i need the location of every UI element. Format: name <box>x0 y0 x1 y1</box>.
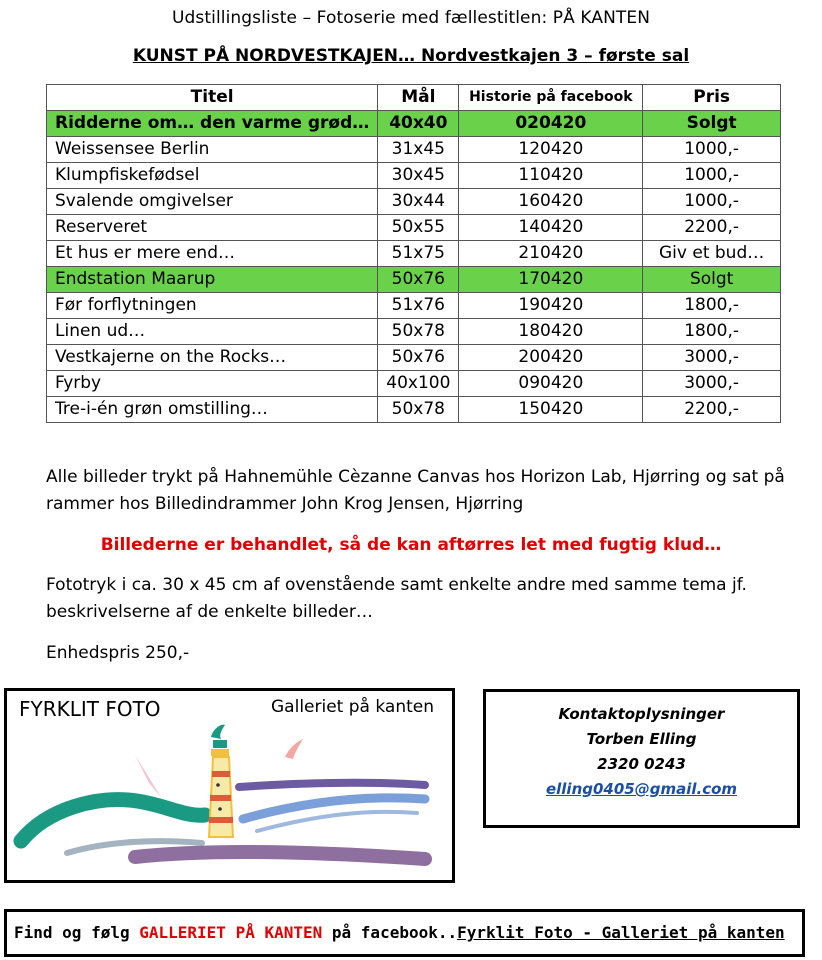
artwork-title: Reserveret <box>47 215 378 241</box>
artwork-title: Endstation Maarup <box>47 267 378 293</box>
table-header-row <box>47 85 781 111</box>
artwork-size: 40x100 <box>378 371 459 397</box>
exhibition-location-heading: KUNST PÅ NORDVESTKAJEN… Nordvestkajen 3 – første sal <box>132 46 690 66</box>
artwork-title: Tre-i-én grøn omstilling… <box>47 397 378 423</box>
table-row <box>47 345 781 371</box>
table-row <box>47 163 781 189</box>
artwork-price: 2200,- <box>643 215 781 241</box>
artwork-price: 1000,- <box>643 189 781 215</box>
photo-print-paragraph: Fototryk i ca. 30 x 45 cm af ovenstående samt enkelte andre med samme tema jf. beskrivelserne af de enkelte billeder… <box>46 575 747 622</box>
facebook-footer <box>4 909 805 957</box>
logo-brand-name: FYRKLIT FOTO <box>19 697 161 721</box>
artwork-history: 200420 <box>459 345 643 371</box>
artwork-price: 1800,- <box>643 293 781 319</box>
artwork-history: 120420 <box>459 137 643 163</box>
artwork-history: 190420 <box>459 293 643 319</box>
care-note: Billederne er behandlet, så de kan aftørres let med fugtig klud… <box>100 535 722 555</box>
artwork-history: 210420 <box>459 241 643 267</box>
table-row <box>47 215 781 241</box>
artwork-size: 40x40 <box>378 111 459 137</box>
artwork-size: 30x44 <box>378 189 459 215</box>
logo-tagline: Galleriet på kanten <box>271 697 434 717</box>
artwork-price: 3000,- <box>643 345 781 371</box>
artwork-title: Fyrby <box>47 371 378 397</box>
artwork-history: 150420 <box>459 397 643 423</box>
contact-phone: 2320 0243 <box>597 755 686 773</box>
artwork-size: 50x76 <box>378 267 459 293</box>
table-row <box>47 293 781 319</box>
table-row <box>47 371 781 397</box>
footer-prefix-text: Find og følg <box>14 923 140 942</box>
print-info-paragraph: Alle billeder trykt på Hahnemühle Cèzanne Canvas hos Horizon Lab, Hjørring og sat på rammer hos Billedindrammer John Krog Jensen, Hjørring <box>46 467 785 514</box>
gallery-logo-box <box>4 688 455 883</box>
artwork-price: 1800,- <box>643 319 781 345</box>
artwork-price: 1000,- <box>643 163 781 189</box>
artwork-title: Svalende omgivelser <box>47 189 378 215</box>
artwork-history: 020420 <box>459 111 643 137</box>
contact-box <box>483 689 800 828</box>
artwork-price: 2200,- <box>643 397 781 423</box>
artwork-history: 110420 <box>459 163 643 189</box>
artwork-size: 51x76 <box>378 293 459 319</box>
artwork-size: 51x75 <box>378 241 459 267</box>
artwork-price: 3000,- <box>643 371 781 397</box>
column-header-title: Titel <box>47 85 378 111</box>
table-row <box>47 397 781 423</box>
artwork-price: Solgt <box>643 267 781 293</box>
artwork-history: 140420 <box>459 215 643 241</box>
artwork-title: Vestkajerne on the Rocks… <box>47 345 378 371</box>
artwork-title: Weissensee Berlin <box>47 137 378 163</box>
artwork-price: Giv et bud… <box>643 241 781 267</box>
artwork-history: 160420 <box>459 189 643 215</box>
contact-person: Torben Elling <box>586 730 697 748</box>
artwork-history: 180420 <box>459 319 643 345</box>
artwork-size: 50x76 <box>378 345 459 371</box>
artwork-size: 50x78 <box>378 319 459 345</box>
table-row <box>47 267 781 293</box>
artwork-price: Solgt <box>643 111 781 137</box>
artwork-size: 50x78 <box>378 397 459 423</box>
artwork-title: Et hus er mere end… <box>47 241 378 267</box>
table-row <box>47 137 781 163</box>
footer-middle-text: på facebook.. <box>322 923 458 942</box>
table-row <box>47 241 781 267</box>
artwork-title: Linen ud… <box>47 319 378 345</box>
table-row <box>47 319 781 345</box>
contact-email-link[interactable]: elling0405@gmail.com <box>545 780 738 798</box>
table-row <box>47 111 781 137</box>
artwork-history: 170420 <box>459 267 643 293</box>
column-header-price: Pris <box>643 85 781 111</box>
column-header-history: Historie på facebook <box>459 85 643 111</box>
artwork-history: 090420 <box>459 371 643 397</box>
column-header-size: Mål <box>378 85 459 111</box>
footer-facebook-link[interactable]: Fyrklit Foto - Galleriet på kanten <box>457 923 785 942</box>
artwork-size: 31x45 <box>378 137 459 163</box>
exhibition-list-heading: Udstillingsliste – Fotoserie med fællestitlen: PÅ KANTEN <box>171 8 651 28</box>
contact-heading: Kontaktoplysninger <box>558 705 725 723</box>
artwork-size: 50x55 <box>378 215 459 241</box>
table-row <box>47 189 781 215</box>
artwork-title: Ridderne om… den varme grød… <box>47 111 378 137</box>
artwork-size: 30x45 <box>378 163 459 189</box>
artwork-price: 1000,- <box>643 137 781 163</box>
footer-gallery-name: GALLERIET PÅ KANTEN <box>139 923 323 942</box>
unit-price: Enhedspris 250,- <box>46 643 190 663</box>
artwork-title: Klumpfiskefødsel <box>47 163 378 189</box>
artwork-title: Før forflytningen <box>47 293 378 319</box>
exhibition-table <box>46 84 781 423</box>
